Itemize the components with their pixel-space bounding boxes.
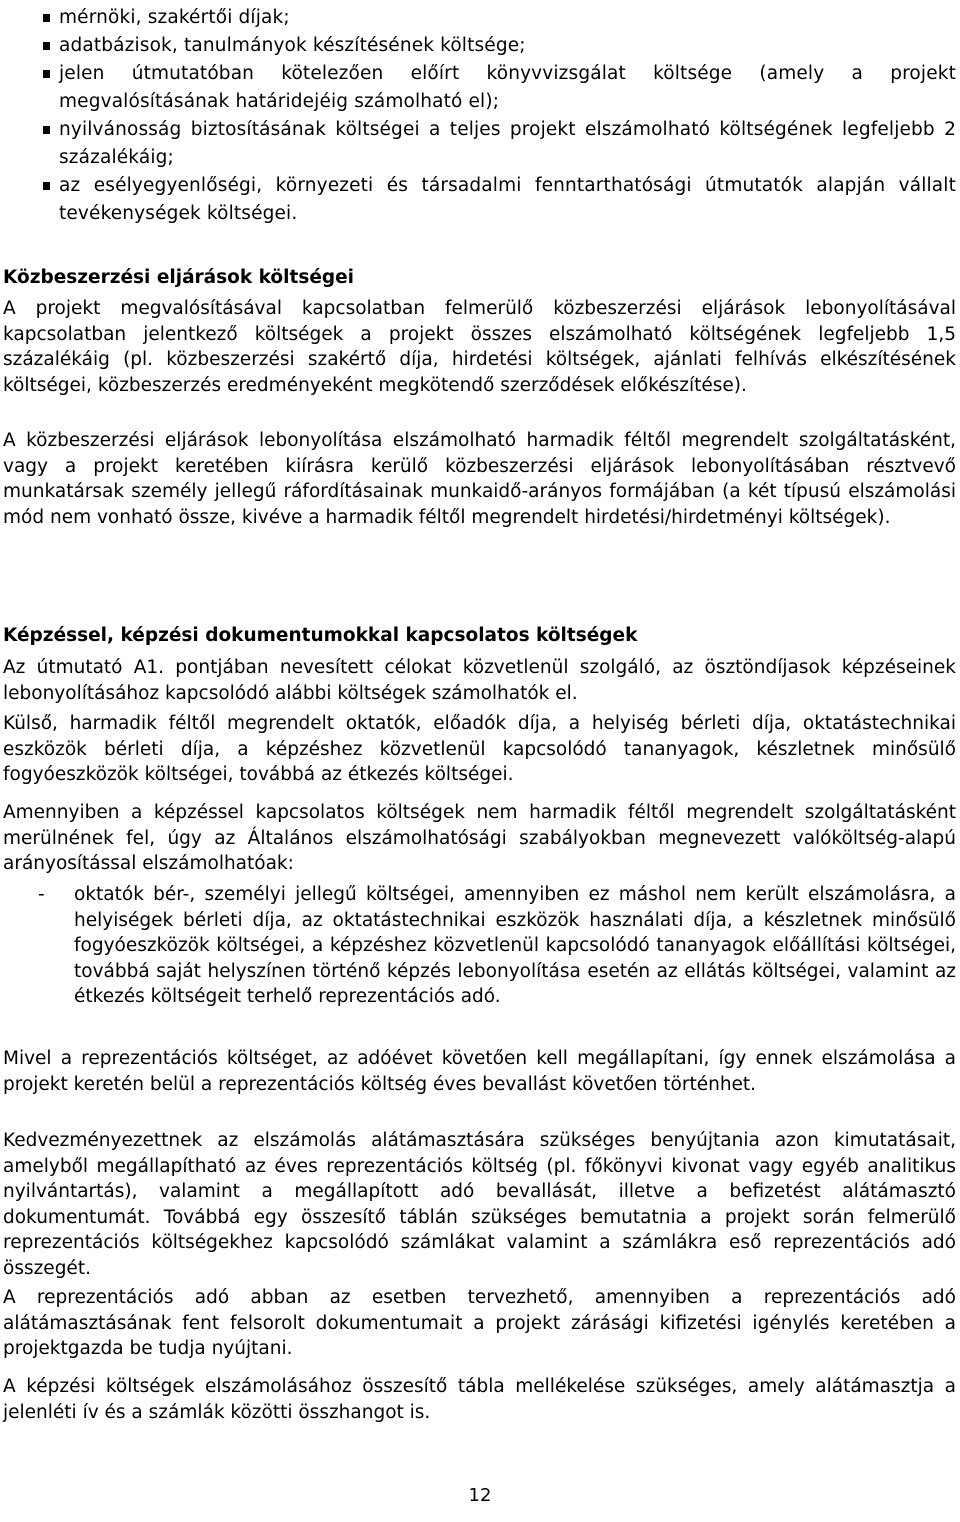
paragraph: A reprezentációs adó abban az esetben tervezhető, amennyiben a reprezentációs adó alátámasztásának fent felsorolt dokumentumait a projekt zárásági kifizetési igénylés keretében a projektgazda be tudja nyújtani. <box>3 1287 956 1359</box>
paragraph: Az útmutató A1. pontjában nevesített célokat közvetlenül szolgáló, az ösztöndíjasok képzéseinek lebonyolításához kapcsolódó alábbi költségek számolhatók el. <box>3 657 956 704</box>
list-item: adatbázisok, tanulmányok készítésének költsége; <box>40 32 956 60</box>
square-bullet-icon <box>43 14 50 22</box>
list-item: az esélyegyenlőségi, környezeti és társadalmi fenntarthatósági útmutatók alapján vállalt tevékenységek költségei. <box>40 172 956 228</box>
paragraph: Kedvezményezettnek az elszámolás alátámasztására szükséges benyújtania azon kimutatásait, amelyből megállapítható az éves reprezentációs költség (pl. főkönyvi kivonat vagy egyéb analitikus nyilvántartás), valamint a megállapított adó bevallását, illetve a befizetést alátámasztó dokumentumát. Továbbá egy összesítő táblán szükséges bemutatnia a projekt során felmerülő reprezentációs költségekhez kapcsolódó számlákat valamint a számlákra eső reprezentációs adó összegét. <box>3 1130 956 1279</box>
section-heading-procurement: Közbeszerzési eljárások költségei <box>3 267 355 288</box>
section-heading-training: Képzéssel, képzési dokumentumokkal kapcsolatos költségek <box>3 625 638 646</box>
paragraph: A képzési költségek elszámolásához összesítő tábla mellékelése szükséges, amely alátámasztja a jelenléti ív és a számlák közötti összhangot is. <box>3 1376 956 1423</box>
list-item: jelen útmutatóban kötelezően előírt könyvvizsgálat költsége (amely a projekt megvalósításának határidejéig számolható el); <box>40 60 956 116</box>
square-bullet-icon <box>43 126 50 134</box>
square-bullet-icon <box>43 70 50 78</box>
square-bullet-icon <box>43 42 50 50</box>
dash-item-text: oktatók bér-, személyi jellegű költségei, amennyiben ez máshol nem került elszámolásra, a helyiségek bérleti díja, az oktatástechnikai eszközök használati díja, a készletnek minősülő fogyóeszközök költségei, a képzéshez közvetlenül kapcsolódó tananyagok előállítási költségei, továbbá saját helyszínen történő képzés lebonyolítása esetén az ellátás költségei, valamint az étkezés költségeit terhelő reprezentációs adó. <box>74 884 956 1007</box>
page-number: 12 <box>468 1485 492 1506</box>
paragraph: A közbeszerzési eljárások lebonyolítása elszámolható harmadik féltől megrendelt szolgáltatásként, vagy a projekt keretében kiírásra kerülő közbeszerzési eljárások lebonyolításában résztvevő munkatársak személy jellegű ráfordításainak munkaidő-arányos formájában (a két típusú elszámolási mód nem vonható össze, kivéve a harmadik féltől megrendelt hirdetési/hirdetményi költségek). <box>3 430 956 528</box>
square-bullet-icon <box>43 182 50 190</box>
paragraph: Külső, harmadik féltől megrendelt oktatók, előadók díja, a helyiség bérleti díja, oktatástechnikai eszközök bérleti díja, a képzéshez közvetlenül kapcsolódó tananyagok, készletnek minősülő fogyóeszközök költségei, továbbá az étkezés költségei. <box>3 713 956 785</box>
list-item: nyilvánosság biztosításának költségei a teljes projekt elszámolható költségének legfeljebb 2 százalékáig; <box>40 116 956 172</box>
list-item: mérnöki, szakértői díjak; <box>40 4 956 32</box>
paragraph: Mivel a reprezentációs költséget, az adóévet követően kell megállapítani, így ennek elszámolása a projekt keretén belül a reprezentációs költség éves bevallást követően történhet. <box>3 1048 956 1095</box>
paragraph: Amennyiben a képzéssel kapcsolatos költségek nem harmadik féltől megrendelt szolgáltatásként merülnének fel, úgy az Általános elszámolhatósági szabályokban megnevezett valóköltség-alapú arányosítással elszámolhatóak: <box>3 802 956 874</box>
dash-bullet: - <box>38 884 45 905</box>
paragraph: A projekt megvalósításával kapcsolatban felmerülő közbeszerzési eljárások lebonyolításával kapcsolatban jelentkező költségek a projekt összes elszámolható költségének legfeljebb 1,5 százalékáig (pl. közbeszerzési szakértő díja, hirdetési költségek, ajánlati felhívás elkészítésének költségei, közbeszerzés eredményeként megkötendő szerződések előkészítése). <box>3 298 956 396</box>
cost-bullet-list <box>40 4 956 228</box>
